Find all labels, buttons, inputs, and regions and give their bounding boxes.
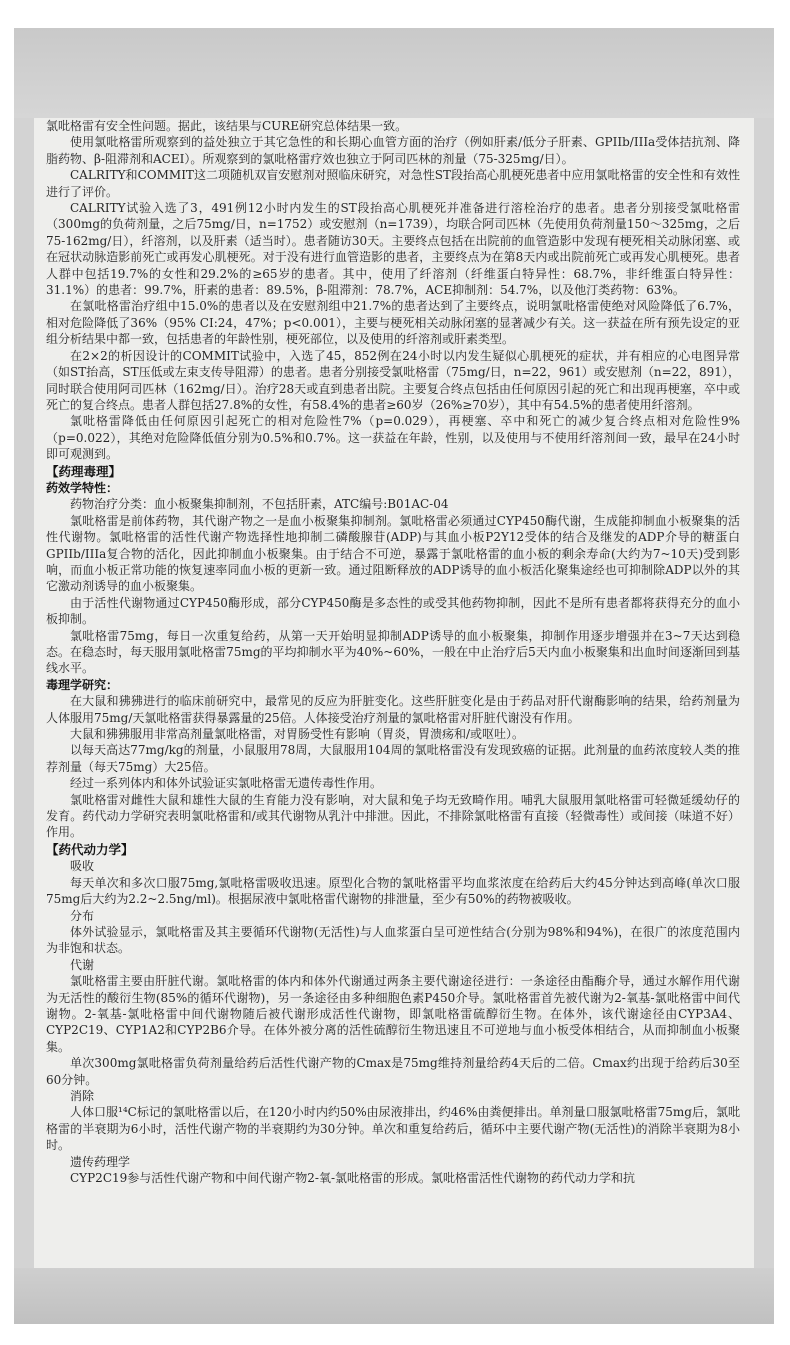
paragraph: 氯吡格雷75mg，每日一次重复给药，从第一天开始明显抑制ADP诱导的血小板聚集，抑制作用逐步增强并在3~7天达到稳态。在稳态时，每天服用氯吡格雷75mg的平均抑制水平为40%~60%，一般在中止治疗后5天内血小板聚集和出血时间逐渐回到基线水平。 <box>46 628 740 676</box>
subheading-pharmacodynamics: 药效学特性： <box>46 480 119 495</box>
paragraph: 在2×2的析因设计的COMMIT试验中，入选了45，852例在24小时以内发生疑似心肌梗死的症状，并有相应的心电图异常（如ST抬高，ST压低或左束支传导阻滞）的患者。患者分别接受氯吡格雷（75mg/日，n=22，961）或安慰剂（n=22，891），同时联合使用阿司匹林（162mg/日）。治疗28天或直到患者出院。主要复合终点包括由任何原因引起的死亡和出现再梗塞，卒中或死亡的复合终点。患者人群包括27.8%的女性，有58.4%的患者≥60岁（26%≥70岁），其中有54.5%的患者使用纤溶剂。 <box>46 348 740 412</box>
paragraph: 使用氯吡格雷所观察到的益处独立于其它急性的和长期心血管方面的治疗（例如肝素/低分子肝素、GPIIb/IIIa受体拮抗剂、降脂药物、β-阻滞剂和ACEI）。所观察到的氯吡格雷疗效也独立于阿司匹林的剂量（75-325mg/日）。 <box>46 135 740 166</box>
paragraph: 每天单次和多次口服75mg,氯吡格雷吸收迅速。原型化合物的氯吡格雷平均血浆浓度在给药后大约45分钟达到高峰(单次口服75mg后大约为2.2~2.5ng/ml)。根据尿液中氯吡格雷代谢物的排泄量，至少有50%的药物被吸收。 <box>46 875 740 907</box>
document-page <box>34 118 754 1268</box>
paragraph: 药物治疗分类：血小板聚集抑制剂，不包括肝素，ATC编号:B01AC-04 <box>70 497 449 512</box>
paragraph: 体外试验显示，氯吡格雷及其主要循环代谢物(无活性)与人血浆蛋白呈可逆性结合(分别为98%和94%)，在很广的浓度范围内为非饱和状态。 <box>46 924 740 956</box>
pk-distribution-label: 分布 <box>70 908 95 923</box>
paragraph: 氯吡格雷主要由肝脏代谢。氯吡格雷的体内和体外代谢通过两条主要代谢途径进行：一条途径由酯酶介导，通过水解作用代谢为无活性的酸衍生物(85%的循环代谢物)，另一条途径由多种细胞色素P450介导。氯吡格雷首先被代谢为2-氧基-氯吡格雷中间代谢物。2-氧基-氯吡格雷中间代谢物随后被代谢形成活性代谢物，即氯吡格雷硫醇衍生物。在体外，该代谢途径由CYP3A4、CYP2C19、CYP1A2和CYP2B6介导。在体外被分离的活性硫醇衍生物迅速且不可逆地与血小板受体相结合，从而抑制血小板聚集。 <box>46 974 740 1054</box>
scan-frame <box>14 28 774 1324</box>
paragraph: 氯吡格雷有安全性问题。据此，该结果与CURE研究总体结果一致。 <box>46 119 408 133</box>
pk-genetics-label: 遗传药理学 <box>70 1154 131 1169</box>
paragraph: 人体口服¹⁴C标记的氯吡格雷以后，在120小时内约50%由尿液排出，约46%由粪便排出。单剂量口服氯吡格雷75mg后，氯吡格雷的半衰期为6小时，活性代谢产物的半衰期约为30分钟。单次和重复给药后，循环中主要代谢产物(无活性)的消除半衰期为8小时。 <box>46 1105 740 1153</box>
paragraph: CYP2C19参与活性代谢产物和中间代谢产物2-氧-氯吡格雷的形成。氯吡格雷活性代谢物的药代动力学和抗 <box>70 1171 636 1185</box>
paragraph: 氯吡格雷是前体药物，其代谢产物之一是血小板聚集抑制剂。氯吡格雷必须通过CYP450酶代谢，生成能抑制血小板聚集的活性代谢物。氯吡格雷的活性代谢产物选择性地抑制二磷酸腺苷(ADP)与其血小板P2Y12受体的结合及继发的ADP介导的糖蛋白GPIIb/IIIa复合物的活化，因此抑制血小板聚集。由于结合不可逆，暴露于氯吡格雷的血小板的剩余寿命(大约为7~10天)受到影响，而血小板正常功能的恢复速率同血小板的更新一致。通过阻断释放的ADP诱导的血小板活化聚集途经也可抑制除ADP以外的其它激动剂诱导的血小板聚集。 <box>46 513 740 594</box>
document-body <box>46 118 740 1186</box>
pk-metabolism-label: 代谢 <box>70 957 95 972</box>
section-heading-pharmacokinetics: 【药代动力学】 <box>46 841 134 857</box>
paragraph: 在氯吡格雷治疗组中15.0%的患者以及在安慰剂组中21.7%的患者达到了主要终点，说明氯吡格雷使绝对风险降低了6.7%，相对危险降低了36%（95% CI:24，47%；p<0.001），主要与梗死相关动脉闭塞的显著减少有关。这一获益在所有预先设定的亚组分析结果中都一致，包括患者的年龄性别，梗死部位，以及使用的纤溶剂或肝素类型。 <box>46 299 740 347</box>
pk-elimination-label: 消除 <box>70 1088 95 1103</box>
paragraph: 经过一系列体内和体外试验证实氯吡格雷无遗传毒性作用。 <box>70 776 383 791</box>
paragraph: 在大鼠和狒狒进行的临床前研究中，最常见的反应为肝脏变化。这些肝脏变化是由于药品对肝代谢酶影响的结果，给药剂量为人体服用75mg/天氯吡格雷获得暴露量的25倍。人体接受治疗剂量的氯吡格雷对肝脏代谢没有作用。 <box>46 694 740 725</box>
scan-bottom-shadow <box>14 1268 774 1324</box>
paragraph: 以每天高达77mg/kg的剂量，小鼠服用78周，大鼠服用104周的氯吡格雷没有发现致癌的证据。此剂量的血药浓度较人类的推荐剂量（每天75mg）大25倍。 <box>46 743 740 774</box>
paragraph: CALRITY试验入选了3，491例12小时内发生的ST段抬高心肌梗死并准备进行溶栓治疗的患者。患者分别接受氯吡格雷（300mg的负荷剂量，之后75mg/日，n=1752）或安慰剂（n=1739），均联合阿司匹林（先使用负荷剂量150～325mg，之后75-162mg/日），纤溶剂，以及肝素（适当时）。患者随访30天。主要终点包括在出院前的血管造影中发现有梗死相关动脉闭塞、或在冠状动脉造影前死亡或再发心肌梗死。对于没有进行血管造影的患者，主要终点为在第8天内或出院前死亡或再发心肌梗死。患者人群中包括19.7%的女性和29.2%的≥65岁的患者。其中，使用了纤溶剂（纤维蛋白特异性：68.7%，非纤维蛋白特异性：31.1%）的患者：99.7%，肝素的患者：89.5%，β-阻滞剂：78.7%，ACE抑制剂：54.7%，以及他汀类药物：63%。 <box>46 201 740 298</box>
scan-top-shadow <box>14 28 774 118</box>
pk-absorption-label: 吸收 <box>70 859 95 874</box>
paragraph: 大鼠和狒狒服用非常高剂量氯吡格雷，对胃肠受性有影响（胃炎，胃溃疡和/或呕吐）。 <box>70 727 525 742</box>
section-heading-pharmacology: 【药理毒理】 <box>46 463 122 479</box>
subheading-toxicology: 毒理学研究： <box>46 677 119 692</box>
paragraph: CALRITY和COMMIT这二项随机双盲安慰剂对照临床研究，对急性ST段抬高心肌梗死患者中应用氯吡格雷的安全性和有效性进行了评价。 <box>46 168 740 199</box>
paragraph: 氯吡格雷对雌性大鼠和雄性大鼠的生育能力没有影响，对大鼠和兔子均无致畸作用。哺乳大鼠服用氯吡格雷可轻微延缓幼仔的发育。药代动力学研究表明氯吡格雷和/或其代谢物从乳汁中排泄。因此，不排除氯吡格雷有直接（轻微毒性）或间接（味道不好）作用。 <box>46 792 740 840</box>
paragraph: 由于活性代谢物通过CYP450酶形成，部分CYP450酶是多态性的或受其他药物抑制，因此不是所有患者都将获得充分的血小板抑制。 <box>46 595 740 627</box>
paragraph: 氯吡格雷降低由任何原因引起死亡的相对危险性7%（p=0.029），再梗塞、卒中和死亡的减少复合终点相对危险性9%（p=0.022），其绝对危险降低值分别为0.5%和0.7%。这一获益在年龄，性别，以及使用与不使用纤溶剂间一致，最早在24小时即可观测到。 <box>46 414 740 462</box>
paragraph: 单次300mg氯吡格雷负荷剂量给药后活性代谢产物的Cmax是75mg维持剂量给药4天后的二倍。Cmax约出现于给药后30至60分钟。 <box>46 1056 740 1087</box>
